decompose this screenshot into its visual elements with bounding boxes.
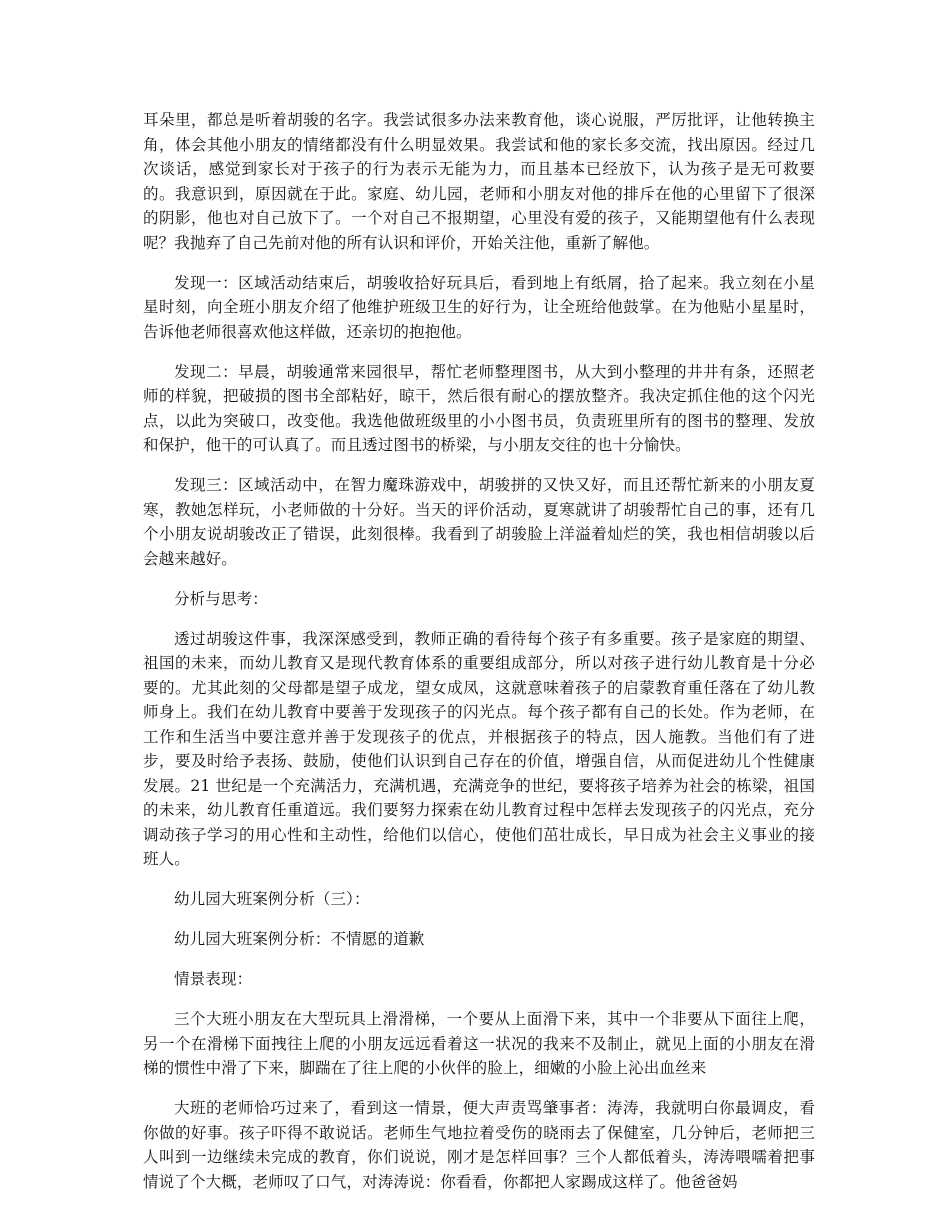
paragraph-teacher-response: 大班的老师恰巧过来了，看到这一情景，便大声责骂肇事者：涛涛，我就明白你最调皮，看你做的好事。孩子吓得不敢说话。老师生气地拉着受伤的晓雨去了保健室，几分钟后，老师把三人叫到一边继续未完成的教育，你们说说，刚才是怎样回事？三个人都低着头，涛涛喂嚅着把事情说了个大概，老师叹了口气，对涛涛说：你看看，你都把人家踢成这样了。他爸爸妈	[143, 1099, 815, 1191]
paragraph-intro-continued: 耳朵里，都总是听着胡骏的名字。我尝试很多办法来教育他，谈心说服，严厉批评，让他转换主角，体会其他小朋友的情绪都没有什么明显效果。我尝试和他的家长多交流，找出原因。经过几次谈话，感觉到家长对于孩子的行为表示无能为力，而且基本已经放下，认为孩子是无可救要的。我意识到，原因就在于此。家庭、幼儿园，老师和小朋友对他的排斥在他的心里留下了很深的阴影，他也对自己放下了。一个对自己不报期望，心里没有爱的孩子，又能期望他有什么表现呢？我抛弃了自己先前对他的所有认识和评价，开始关注他，重新了解他。	[143, 111, 815, 252]
paragraph-scenario: 三个大班小朋友在大型玩具上滑滑梯，一个要从上面滑下来，其中一个非要从下面往上爬，另一个在滑梯下面拽往上爬的小朋友远远看着这一状况的我来不及制止，就见上面的小朋友在滑梯的惯性中滑了下来，脚踹在了往上爬的小伙伴的脸上，细嫩的小脸上沁出血丝来	[143, 1010, 815, 1077]
heading-case-title: 幼儿园大班案例分析：不情愿的道歉	[174, 930, 425, 948]
heading-case-three: 幼儿园大班案例分析（三）：	[174, 890, 370, 908]
paragraph-discovery-one: 发现一：区域活动结束后，胡骏收拾好玩具后，看到地上有纸屑，拾了起来。我立刻在小星星时刻，向全班小朋友介绍了他维护班级卫生的好行为，让全班给他鼓掌。在为他贴小星星时，告诉他老师很喜欢他这样做，还亲切的抱抱他。	[143, 273, 815, 341]
paragraph-discovery-three: 发现三：区域活动中，在智力魔珠游戏中，胡骏拼的又快又好，而且还帮忙新来的小朋友夏寒，教她怎样玩，小老师做的十分好。当天的评价活动，夏寒就讲了胡骏帮忙自己的事，还有几个小朋友说胡骏改正了错误，此刻很棒。我看到了胡骏脸上洋溢着灿烂的笑，我也相信胡骏以后会越来越好。	[143, 476, 815, 568]
heading-analysis: 分析与思考：	[174, 589, 268, 608]
document-body	[143, 108, 815, 1210]
paragraph-discovery-two: 发现二：早晨，胡骏通常来园很早，帮忙老师整理图书，从大到小整理的井井有条，还照老师的样貌，把破损的图书全部粘好，晾干，然后很有耐心的摆放整齐。我决定抓住他的这个闪光点，以此为突破口，改变他。我选他做班级里的小小图书员，负责班里所有的图书的整理、发放和保护，他干的可认真了。而且透过图书的桥梁，与小朋友交往的也十分愉快。	[143, 362, 815, 454]
paragraph-analysis: 透过胡骏这件事，我深深感受到，教师正确的看待每个孩子有多重要。孩子是家庭的期望、祖国的未来，而幼儿教育又是现代教育体系的重要组成部分，所以对孩子进行幼儿教育是十分必要的。尤其此刻的父母都是望子成龙，望女成凤，这就意味着孩子的启蒙教育重任落在了幼儿教师身上。我们在幼儿教育中要善于发现孩子的闪光点。每个孩子都有自己的长处。作为老师，在工作和生活当中要注意并善于发现孩子的优点，并根据孩子的特点，因人施教。当他们有了进步，要及时给予表扬、鼓励，使他们认识到自己存在的价值，增强自信，从而促进幼儿个性健康发展。21 世纪是一个充满活力，充满机遇，充满竞争的世纪，要将孩子培养为社会的栋梁，祖国的未来，幼儿教育任重道远。我们要努力探索在幼儿教育过程中怎样去发现孩子的闪光点，充分调动孩子学习的用心性和主动性，给他们以信心，使他们茁壮成长，早日成为社会主义事业的接班人。	[143, 629, 815, 868]
heading-scenario: 情景表现：	[174, 970, 253, 988]
